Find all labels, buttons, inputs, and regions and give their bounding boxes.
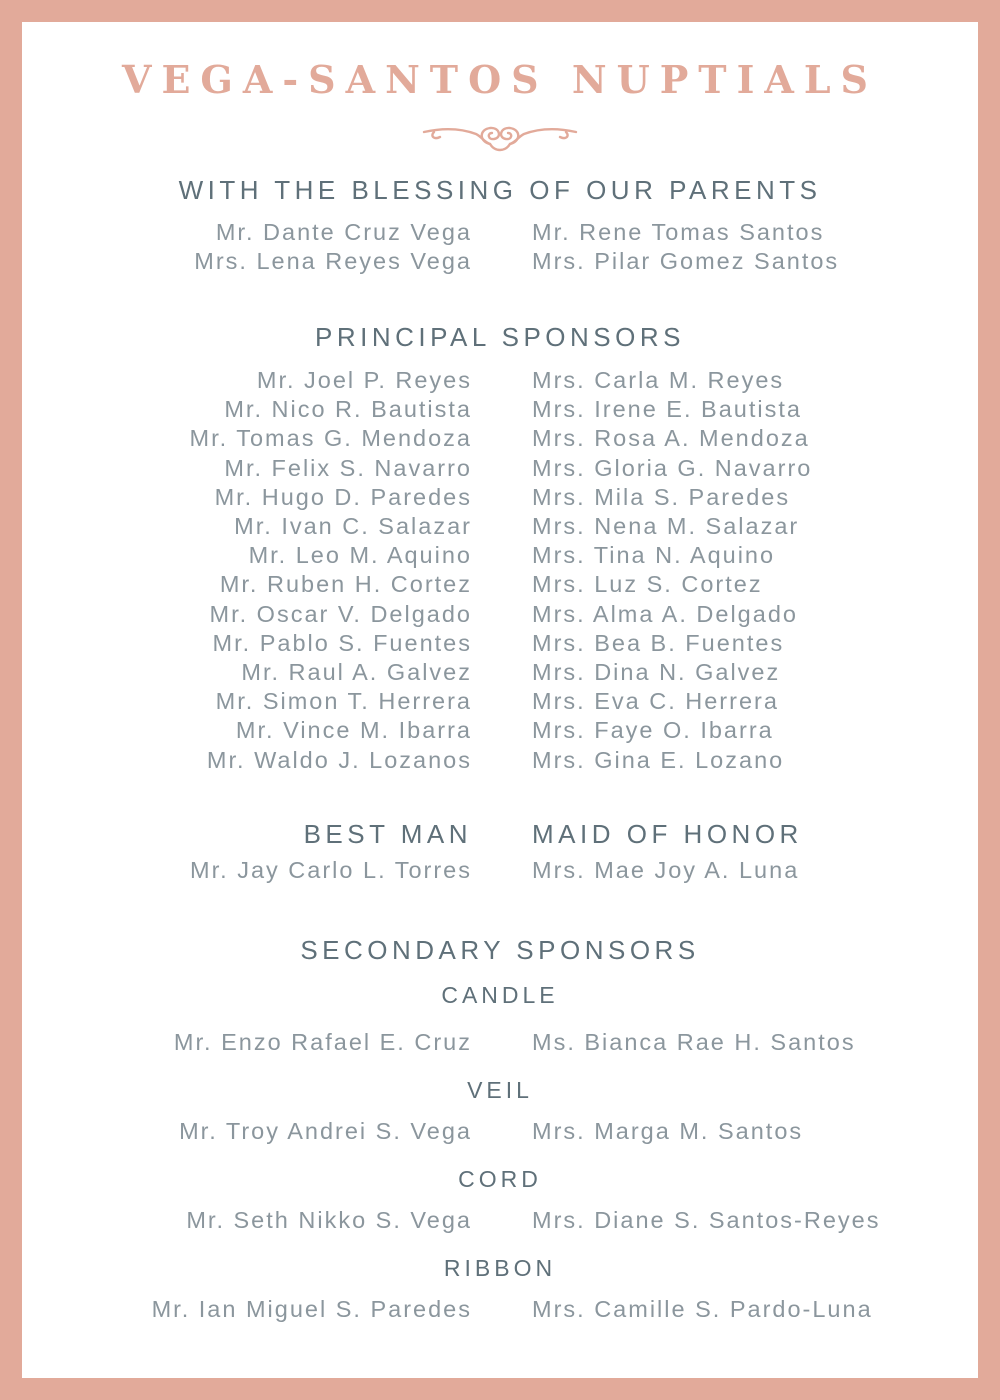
sponsor-name: Mr. Ruben H. Cortez — [219, 571, 472, 598]
principal-women-list — [532, 366, 812, 775]
sponsor-name: Mr. Felix S. Navarro — [224, 454, 472, 481]
sponsor-name: Mrs. Faye O. Ibarra — [532, 717, 774, 744]
page-title: VEGA-SANTOS NUPTIALS — [121, 57, 878, 102]
candle-sponsor-left: Mr. Enzo Rafael E. Cruz — [173, 1029, 472, 1055]
candle-label: CANDLE — [441, 982, 559, 1008]
best-man-label: BEST MAN — [303, 819, 472, 849]
sponsor-name: Mrs. Luz S. Cortez — [532, 571, 763, 598]
cord-label: CORD — [458, 1166, 542, 1192]
sponsor-name: Mrs. Mila S. Paredes — [532, 483, 791, 510]
flourish-divider-icon — [420, 118, 580, 156]
veil-sponsor-left: Mr. Troy Andrei S. Vega — [179, 1118, 472, 1144]
groom-parents — [194, 218, 472, 276]
sponsor-name: Mrs. Rosa A. Mendoza — [532, 425, 810, 452]
ribbon-sponsor-left: Mr. Ian Miguel S. Paredes — [151, 1296, 472, 1322]
ribbon-sponsor-right: Mrs. Camille S. Pardo-Luna — [532, 1296, 873, 1322]
cord-sponsor-right: Mrs. Diane S. Santos-Reyes — [532, 1207, 881, 1233]
sponsor-name: Mrs. Irene E. Bautista — [532, 396, 802, 423]
sponsor-name: Mr. Joel P. Reyes — [256, 367, 472, 393]
bride-parents — [532, 218, 839, 276]
cord-sponsor-left: Mr. Seth Nikko S. Vega — [186, 1207, 472, 1233]
candle-sponsor-right: Ms. Bianca Rae H. Santos — [532, 1029, 856, 1055]
sponsor-name: Mrs. Nena M. Salazar — [532, 513, 800, 540]
sponsor-name: Mrs. Carla M. Reyes — [532, 367, 785, 393]
parent-name: Mrs. Pilar Gomez Santos — [532, 248, 840, 275]
maid-of-honor-name: Mrs. Mae Joy A. Luna — [532, 857, 800, 883]
maid-of-honor-label: MAID OF HONOR — [532, 819, 803, 849]
parent-name: Mrs. Lena Reyes Vega — [194, 248, 472, 275]
veil-sponsor-right: Mrs. Marga M. Santos — [532, 1118, 804, 1144]
sponsor-name: Mrs. Tina N. Aquino — [532, 542, 776, 569]
sponsor-name: Mr. Raul A. Galvez — [241, 659, 472, 686]
principal-sponsors-heading: PRINCIPAL SPONSORS — [315, 322, 685, 352]
sponsor-name: Mrs. Dina N. Galvez — [532, 659, 781, 686]
sponsor-name: Mr. Hugo D. Paredes — [214, 483, 472, 510]
best-man-name: Mr. Jay Carlo L. Torres — [190, 857, 472, 883]
parent-name: Mr. Rene Tomas Santos — [532, 219, 825, 245]
sponsor-name: Mr. Nico R. Bautista — [224, 396, 472, 423]
ribbon-label: RIBBON — [443, 1255, 557, 1281]
sponsor-name: Mr. Ivan C. Salazar — [234, 513, 472, 540]
sponsor-name: Mrs. Eva C. Herrera — [532, 688, 779, 715]
sponsor-name: Mrs. Gina E. Lozano — [532, 746, 785, 773]
sponsor-name: Mr. Leo M. Aquino — [248, 542, 472, 569]
sponsor-name: Mr. Waldo J. Lozanos — [206, 746, 472, 773]
sponsor-name: Mr. Simon T. Herrera — [215, 688, 472, 715]
sponsor-name: Mrs. Gloria G. Navarro — [532, 454, 813, 481]
parent-name: Mr. Dante Cruz Vega — [215, 219, 472, 245]
veil-label: VEIL — [467, 1077, 533, 1103]
sponsor-name: Mr. Tomas G. Mendoza — [189, 425, 472, 452]
sponsor-name: Mr. Pablo S. Fuentes — [212, 629, 472, 656]
sponsor-name: Mrs. Alma A. Delgado — [532, 600, 798, 627]
parents-heading: WITH THE BLESSING OF OUR PARENTS — [178, 175, 822, 205]
sponsor-name: Mr. Vince M. Ibarra — [235, 717, 472, 744]
sponsor-name: Mr. Oscar V. Delgado — [209, 600, 472, 627]
sponsor-name: Mrs. Bea B. Fuentes — [532, 629, 785, 656]
secondary-sponsors-heading: SECONDARY SPONSORS — [300, 935, 700, 965]
principal-men-list — [190, 366, 473, 775]
